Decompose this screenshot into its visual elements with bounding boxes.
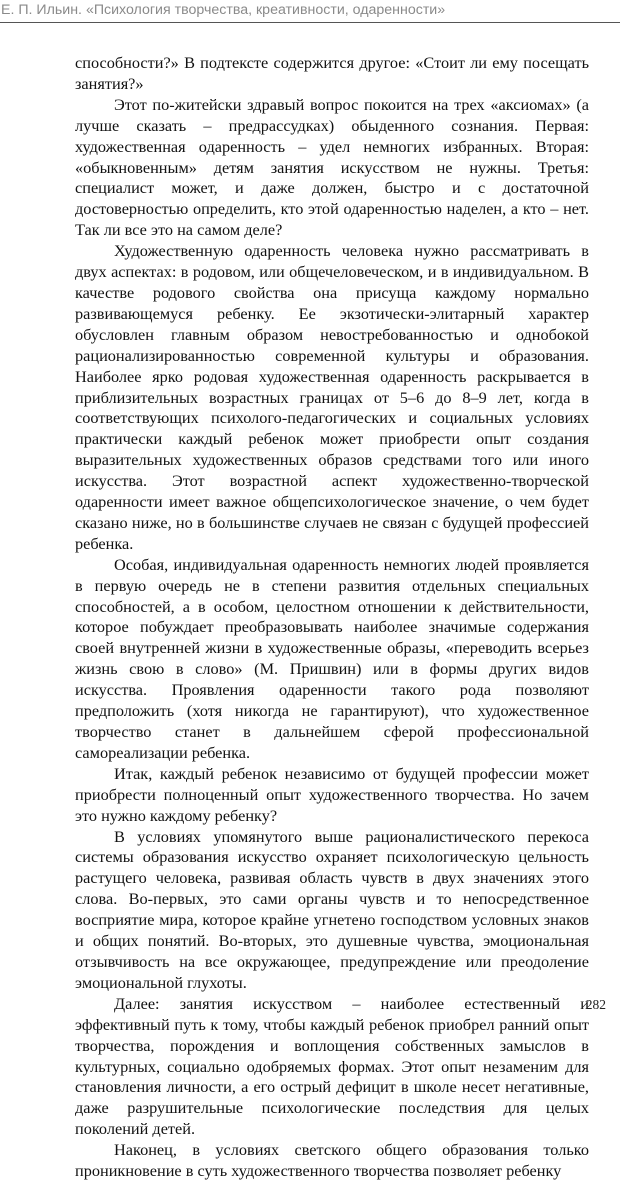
paragraph: Наконец, в условиях светского общего образования только проникновение в суть художественного творчества позволяет ребенку: [75, 1140, 589, 1181]
body-text: [75, 53, 589, 1182]
paragraph: Итак, каждый ребенок независимо от будущей профессии может приобрести полноценный опыт художественного творчества. Но зачем это нужно каждому ребенку?: [75, 763, 589, 825]
paragraph: Особая, индивидуальная одаренность немногих людей проявляется в первую очередь не в степени развития отдельных специальных способностей, а в особом, целостном отношении к действительности, которое побуждает преобразовывать наиболее значимые содержания своей внутренней жизни в художественные образы, «переводить всерьез жизнь свою в слово» (М. Пришвин) или в формы других видов искусства. Проявления одаренности такого рода позволяют предположить (хотя никогда не гарантируют), что художественное творчество станет в дальнейшем сферой профессиональной самореализации ребенка.: [75, 554, 589, 762]
paragraph: Далее: занятия искусством – наиболее естественный и эффективный путь к тому, чтобы каждый ребенок приобрел ранний опыт творчества, порождения и воплощения собственных замыслов в культурных, социально одобряемых формах. Этот опыт незаменим для становления личности, а его острый дефицит в школе несет негативные, даже разрушительные психологические последствия для целых поколений детей.: [75, 993, 589, 1139]
paragraph: Художественную одаренность человека нужно рассматривать в двух аспектах: в родовом, или общечеловеческом, и в индивидуальном. В качестве родового свойства она присуща каждому нормально развивающемуся ребенку. Ее экзотически-элитарный характер обусловлен главным образом невостребованностью и однобокой рационализированностью современной культуры и образования. Наиболее ярко родовая художественная одаренность раскрывается в приблизительных возрастных границах от 5–6 до 8–9 лет, когда в соответствующих психолого-педагогических и социальных условиях практически каждый ребенок может приобрести опыт создания выразительных художественных образов средствами того или иного искусства. Этот возрастной аспект художественно-творческой одаренности имеет важное общепсихологическое значение, о чем будет сказано ниже, но в большинстве случаев не связан с будущей профессией ребенка.: [75, 241, 589, 553]
paragraph: В условиях упомянутого выше рационалистического перекоса системы образования искусство охраняет психологическую цельность растущего человека, развивая область чувств в двух значениях этого слова. Во-первых, это сами органы чувств и то непосредственное восприятие мира, которое крайне угнетено господством условных знаков и общих понятий. Во-вторых, это душевные чувства, эмоциональная отзывчивость на все окружающее, предупреждение или преодоление эмоциональной глухоты.: [75, 826, 589, 992]
paragraph: Этот по-житейски здравый вопрос покоится на трех «аксиомах» (а лучше сказать – предрассудках) обыденного сознания. Первая: художественная одаренность – удел немногих избранных. Вторая: «обыкновенным» детям занятия искусством не нужны. Третья: специалист может, и даже должен, быстро и с достаточной достоверностью определить, кто этой одаренностью наделен, а кто – нет. Так ли все это на самом деле?: [75, 94, 589, 240]
running-title: Е. П. Ильин. «Психология творчества, креативности, одаренности»: [1, 2, 446, 18]
running-header: [0, 0, 620, 22]
page-number: 282: [585, 997, 606, 1012]
header-divider: [0, 22, 620, 23]
paragraph: способности?» В подтексте содержится другое: «Стоит ли ему посещать занятия?»: [75, 53, 589, 93]
